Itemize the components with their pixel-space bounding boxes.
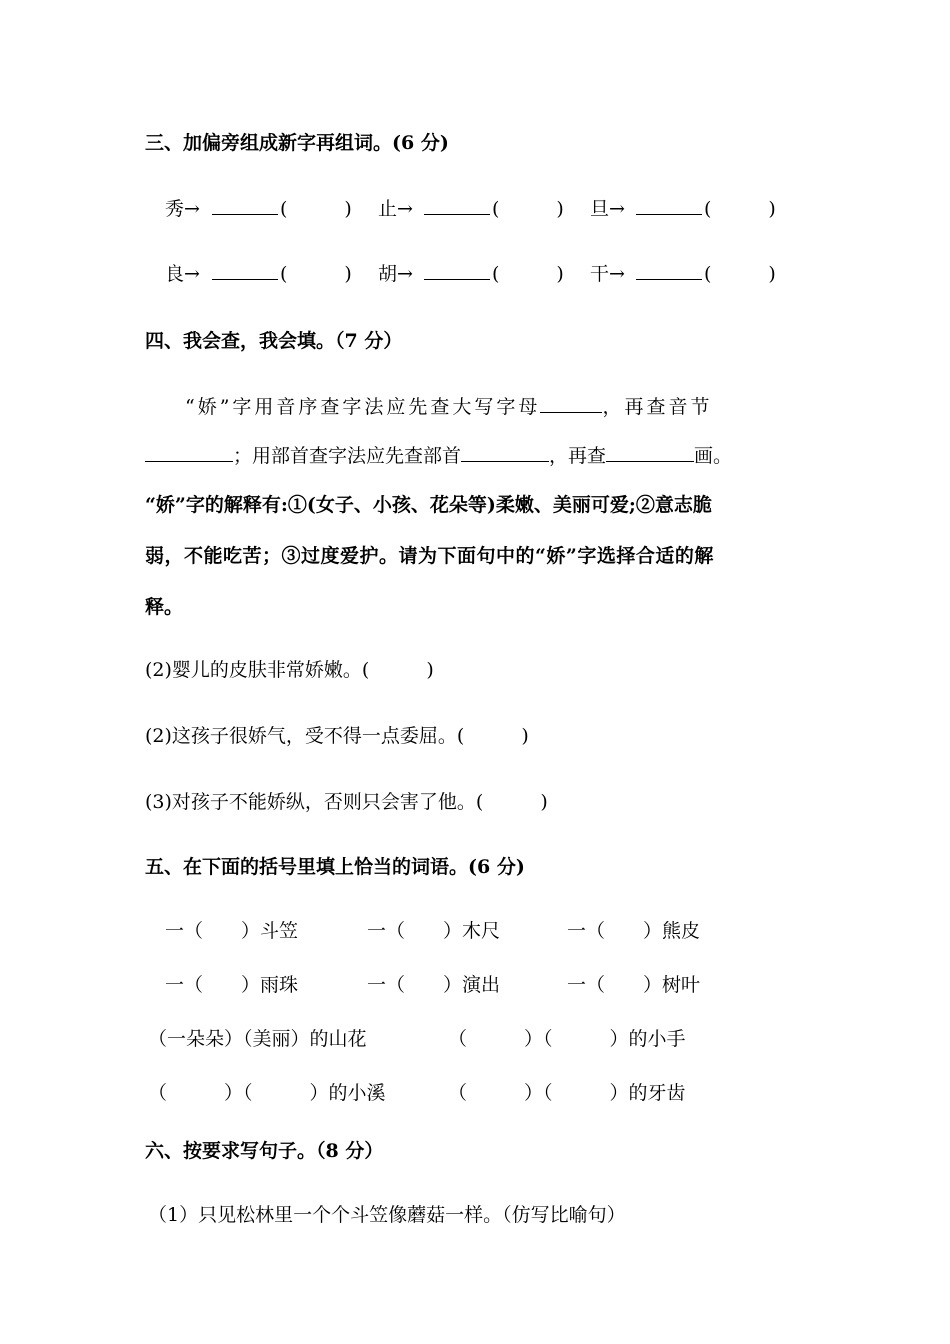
fill-item: （一朵朵）（美丽）的山花 [148, 1028, 367, 1050]
char-prompt: 胡→ [378, 263, 413, 285]
fill-item[interactable]: 一（ ）斗笠 [165, 920, 299, 942]
fill-item[interactable]: 一（ ）熊皮 [567, 920, 701, 942]
char-prompt: 秀→ [165, 198, 200, 220]
paragraph-text: “娇”字用音序查字法应先查大写字母 [185, 396, 541, 418]
char-prompt: 止→ [378, 198, 413, 220]
definition-line: “娇”字的解释有:①(女子、小孩、花朵等)柔嫩、美丽可爱;②意志脆 [145, 494, 712, 516]
question-item: （1）只见松林里一个个斗笠像蘑菇一样。（仿写比喻句） [148, 1204, 626, 1226]
fill-item[interactable]: 一（ ）演出 [367, 974, 501, 996]
fill-item[interactable]: （ ）（ ）的小手 [448, 1028, 686, 1050]
answer-blank[interactable] [540, 394, 602, 413]
answer-blank[interactable] [212, 261, 278, 280]
answer-blank[interactable] [636, 196, 702, 215]
answer-blank[interactable] [145, 443, 233, 462]
fill-item[interactable]: （ ）（ ）的牙齿 [448, 1082, 686, 1104]
fill-item[interactable]: 一（ ）树叶 [567, 974, 701, 996]
definition-line: 弱，不能吃苦；③过度爱护。请为下面句中的“娇”字选择合适的解 [145, 545, 714, 567]
answer-blank[interactable] [424, 196, 490, 215]
question-item[interactable]: (2)婴儿的皮肤非常娇嫩。( ) [145, 659, 434, 681]
paragraph-text: ；用部首查字法应先查部首 [233, 445, 462, 467]
answer-blank[interactable] [461, 443, 549, 462]
answer-blank[interactable] [424, 261, 490, 280]
answer-blank[interactable] [212, 196, 278, 215]
word-paren[interactable]: ( ) [492, 263, 564, 285]
char-prompt: 旦→ [590, 198, 625, 220]
paragraph-text: 画。 [694, 445, 733, 467]
section3-title: 三、加偏旁组成新字再组词。(6 分) [145, 132, 449, 154]
word-paren[interactable]: ( ) [492, 198, 564, 220]
word-paren[interactable]: ( ) [280, 198, 352, 220]
section6-title: 六、按要求写句子。（8 分） [145, 1140, 384, 1162]
paragraph-line [185, 392, 712, 419]
answer-blank[interactable] [636, 261, 702, 280]
fill-item[interactable]: （ ）（ ）的小溪 [148, 1082, 386, 1104]
paragraph-text: ，再查 [549, 445, 607, 467]
paragraph-line [145, 441, 732, 468]
section4-title: 四、我会查，我会填。（7 分） [145, 330, 403, 352]
paragraph-text: ，再查音节 [602, 396, 713, 418]
definition-line: 释。 [145, 596, 184, 618]
question-item[interactable]: (3)对孩子不能娇纵，否则只会害了他。( ) [145, 791, 548, 813]
question-item[interactable]: (2)这孩子很娇气，受不得一点委屈。( ) [145, 725, 529, 747]
word-paren[interactable]: ( ) [704, 198, 776, 220]
section5-title: 五、在下面的括号里填上恰当的词语。(6 分) [145, 856, 525, 878]
char-prompt: 干→ [590, 263, 625, 285]
fill-item[interactable]: 一（ ）木尺 [367, 920, 501, 942]
fill-item[interactable]: 一（ ）雨珠 [165, 974, 299, 996]
char-prompt: 良→ [165, 263, 200, 285]
answer-blank[interactable] [606, 443, 694, 462]
word-paren[interactable]: ( ) [280, 263, 352, 285]
word-paren[interactable]: ( ) [704, 263, 776, 285]
